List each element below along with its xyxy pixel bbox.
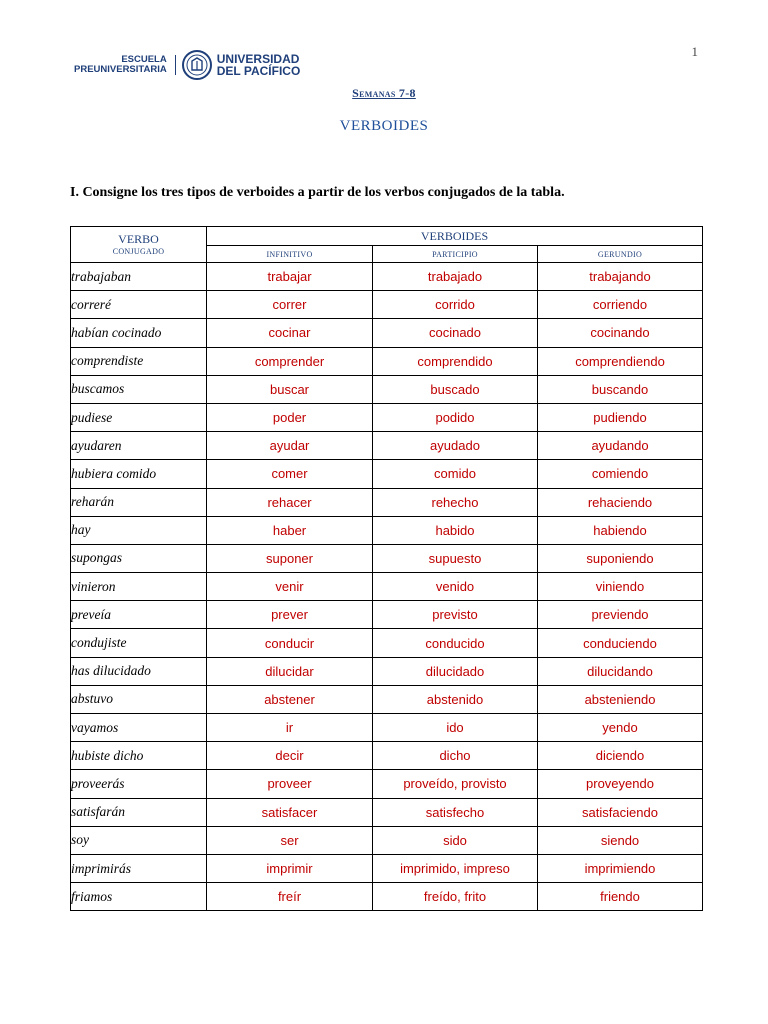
infinitivo-cell: dilucidar (207, 657, 373, 685)
participio-cell: habido (373, 516, 538, 544)
table-row (71, 601, 703, 629)
participio-cell: podido (373, 403, 538, 431)
logo-school-line2: PREUNIVERSITARIA (74, 64, 167, 75)
participio-cell: corrido (373, 291, 538, 319)
conjugated-verb-cell: friamos (71, 883, 207, 911)
conjugated-verb-cell: hay (71, 516, 207, 544)
infinitivo-cell: haber (207, 516, 373, 544)
header-verboides: VERBOIDES (207, 227, 703, 246)
gerundio-cell: friendo (538, 883, 703, 911)
table-row (71, 432, 703, 460)
gerundio-cell: imprimiendo (538, 854, 703, 882)
participio-cell: dicho (373, 742, 538, 770)
infinitivo-cell: suponer (207, 544, 373, 572)
participio-cell: buscado (373, 375, 538, 403)
conjugated-verb-cell: supongas (71, 544, 207, 572)
table-row (71, 291, 703, 319)
conjugated-verb-cell: pudiese (71, 403, 207, 431)
infinitivo-cell: decir (207, 742, 373, 770)
table-row (71, 544, 703, 572)
table-row (71, 883, 703, 911)
conjugated-verb-cell: hubiera comido (71, 460, 207, 488)
participio-cell: conducido (373, 629, 538, 657)
verboides-table (70, 226, 703, 911)
infinitivo-cell: buscar (207, 375, 373, 403)
conjugated-verb-cell: correré (71, 291, 207, 319)
infinitivo-cell: freír (207, 883, 373, 911)
gerundio-cell: conduciendo (538, 629, 703, 657)
gerundio-cell: comiendo (538, 460, 703, 488)
participio-cell: trabajado (373, 263, 538, 291)
table-body (71, 263, 703, 911)
participio-cell: abstenido (373, 685, 538, 713)
header-infinitivo: INFINITIVO (207, 246, 373, 263)
conjugated-verb-cell: trabajaban (71, 263, 207, 291)
infinitivo-cell: trabajar (207, 263, 373, 291)
participio-cell: rehecho (373, 488, 538, 516)
conjugated-verb-cell: comprendiste (71, 347, 207, 375)
participio-cell: supuesto (373, 544, 538, 572)
week-label: Semanas 7-8 (352, 86, 416, 100)
infinitivo-cell: abstener (207, 685, 373, 713)
gerundio-cell: satisfaciendo (538, 798, 703, 826)
gerundio-cell: siendo (538, 826, 703, 854)
header-verbo: VERBO (118, 232, 159, 246)
infinitivo-cell: conducir (207, 629, 373, 657)
infinitivo-cell: venir (207, 573, 373, 601)
participio-cell: previsto (373, 601, 538, 629)
table-row (71, 347, 703, 375)
conjugated-verb-cell: has dilucidado (71, 657, 207, 685)
header-conjugado: CONJUGADO (112, 247, 165, 256)
infinitivo-cell: ir (207, 714, 373, 742)
gerundio-cell: proveyendo (538, 770, 703, 798)
infinitivo-cell: comer (207, 460, 373, 488)
conjugated-verb-cell: reharán (71, 488, 207, 516)
header-verbo-conjugado (71, 227, 207, 263)
page-number: 1 (691, 44, 698, 59)
infinitivo-cell: comprender (207, 347, 373, 375)
gerundio-cell: corriendo (538, 291, 703, 319)
participio-cell: venido (373, 573, 538, 601)
gerundio-cell: viniendo (538, 573, 703, 601)
participio-cell: proveído, provisto (373, 770, 538, 798)
table-row (71, 770, 703, 798)
page-title: VERBOIDES (339, 118, 429, 134)
conjugated-verb-cell: proveerás (71, 770, 207, 798)
table-row (71, 629, 703, 657)
university-logo (74, 48, 300, 82)
infinitivo-cell: correr (207, 291, 373, 319)
logo-school-line1: ESCUELA (121, 54, 167, 65)
gerundio-cell: yendo (538, 714, 703, 742)
table-row (71, 742, 703, 770)
conjugated-verb-cell: hubiste dicho (71, 742, 207, 770)
gerundio-cell: diciendo (538, 742, 703, 770)
table-row (71, 263, 703, 291)
conjugated-verb-cell: buscamos (71, 375, 207, 403)
infinitivo-cell: prever (207, 601, 373, 629)
gerundio-cell: buscando (538, 375, 703, 403)
table-row (71, 488, 703, 516)
table-row (71, 516, 703, 544)
table-row (71, 573, 703, 601)
participio-cell: sido (373, 826, 538, 854)
conjugated-verb-cell: condujiste (71, 629, 207, 657)
logo-university-text (217, 53, 301, 78)
conjugated-verb-cell: preveía (71, 601, 207, 629)
participio-cell: ido (373, 714, 538, 742)
infinitivo-cell: ser (207, 826, 373, 854)
gerundio-cell: comprendiendo (538, 347, 703, 375)
table-row (71, 826, 703, 854)
infinitivo-cell: rehacer (207, 488, 373, 516)
gerundio-cell: habiendo (538, 516, 703, 544)
table-row (71, 714, 703, 742)
logo-school-text (74, 55, 176, 75)
gerundio-cell: suponiendo (538, 544, 703, 572)
header-gerundio: GERUNDIO (538, 246, 703, 263)
gerundio-cell: cocinando (538, 319, 703, 347)
table-row (71, 375, 703, 403)
table-row (71, 798, 703, 826)
infinitivo-cell: proveer (207, 770, 373, 798)
participio-cell: dilucidado (373, 657, 538, 685)
logo-university-line1: UNIVERSIDAD (216, 51, 300, 66)
infinitivo-cell: ayudar (207, 432, 373, 460)
conjugated-verb-cell: soy (71, 826, 207, 854)
gerundio-cell: ayudando (538, 432, 703, 460)
conjugated-verb-cell: vinieron (71, 573, 207, 601)
table-row (71, 854, 703, 882)
university-seal-icon (182, 50, 212, 80)
table-row (71, 319, 703, 347)
participio-cell: satisfecho (373, 798, 538, 826)
gerundio-cell: pudiendo (538, 403, 703, 431)
participio-cell: imprimido, impreso (373, 854, 538, 882)
participio-cell: comido (373, 460, 538, 488)
gerundio-cell: previendo (538, 601, 703, 629)
gerundio-cell: rehaciendo (538, 488, 703, 516)
conjugated-verb-cell: vayamos (71, 714, 207, 742)
table-row (71, 685, 703, 713)
gerundio-cell: trabajando (538, 263, 703, 291)
conjugated-verb-cell: satisfarán (71, 798, 207, 826)
conjugated-verb-cell: ayudaren (71, 432, 207, 460)
infinitivo-cell: cocinar (207, 319, 373, 347)
infinitivo-cell: imprimir (207, 854, 373, 882)
conjugated-verb-cell: abstuvo (71, 685, 207, 713)
header-participio: PARTICIPIO (373, 246, 538, 263)
infinitivo-cell: satisfacer (207, 798, 373, 826)
participio-cell: cocinado (373, 319, 538, 347)
participio-cell: ayudado (373, 432, 538, 460)
table-row (71, 403, 703, 431)
gerundio-cell: absteniendo (538, 685, 703, 713)
participio-cell: comprendido (373, 347, 538, 375)
logo-university-line2: DEL PACÍFICO (216, 64, 301, 78)
conjugated-verb-cell: habían cocinado (71, 319, 207, 347)
table-row (71, 657, 703, 685)
gerundio-cell: dilucidando (538, 657, 703, 685)
table-row (71, 460, 703, 488)
infinitivo-cell: poder (207, 403, 373, 431)
conjugated-verb-cell: imprimirás (71, 854, 207, 882)
participio-cell: freído, frito (373, 883, 538, 911)
instruction-text: I. Consigne los tres tipos de verboides a partir de los verbos conjugados de la tabla. (70, 185, 565, 200)
